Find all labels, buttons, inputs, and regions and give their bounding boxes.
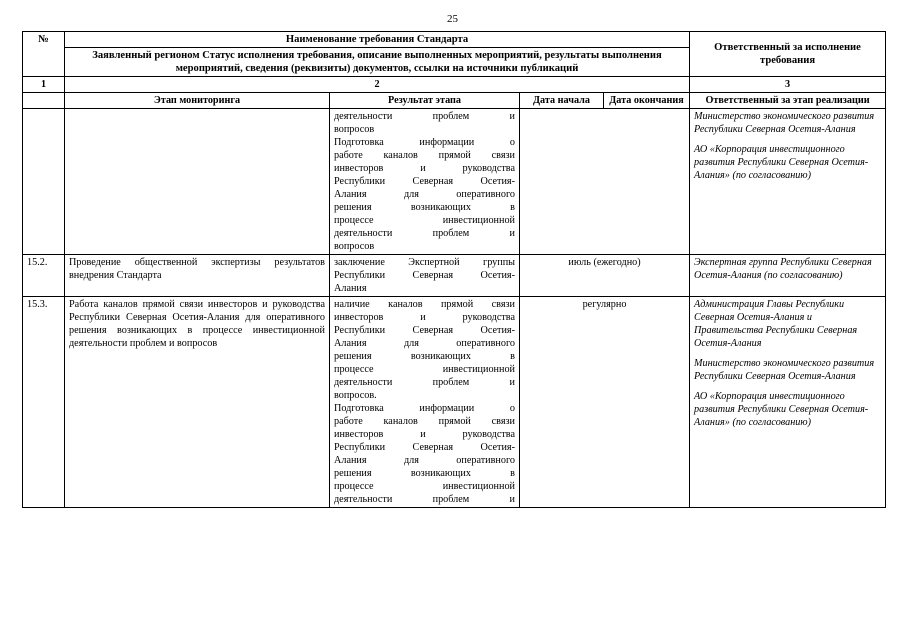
result-line: процессе инвестиционной <box>334 215 515 226</box>
result-line: вопросов. <box>334 390 377 401</box>
responsible-entry: АО «Корпорация инвестиционного развития Республики Северная Осетия-Алания» (по согласованию) <box>694 391 869 428</box>
result-header: Результат этапа <box>330 93 520 109</box>
row-number: 15.2. <box>23 255 65 297</box>
row-number <box>23 109 65 255</box>
row-responsible <box>690 255 886 297</box>
result-line: Республики Северная Осетия- <box>334 176 515 187</box>
responsible-entry: Министерство экономического развития Республики Северная Осетия-Алания <box>694 358 875 382</box>
table-row <box>23 255 886 297</box>
result-line: решения возникающих в <box>334 468 515 479</box>
result-line: инвесторов и руководства <box>334 312 515 323</box>
result-line: процессе инвестиционной <box>334 364 515 375</box>
row-stage: Проведение общественной экспертизы результатов внедрения Стандарта <box>65 255 330 297</box>
column-number-3: 3 <box>690 77 886 93</box>
result-line: вопросов <box>334 124 375 135</box>
header-row-1 <box>23 32 886 48</box>
row-date: июль (ежегодно) <box>520 255 690 297</box>
column-number-row <box>23 77 886 93</box>
row-stage <box>65 109 330 255</box>
subheader-empty-cell <box>23 93 65 109</box>
result-line: решения возникающих в <box>334 351 515 362</box>
result-line: деятельности проблем и <box>334 111 515 122</box>
result-line: вопросов <box>334 241 375 252</box>
responsible-header: Ответственный за исполнение требования <box>690 32 886 77</box>
result-line: Подготовка информации о <box>334 137 515 148</box>
responsible-entry: Министерство экономического развития Республики Северная Осетия-Алания <box>694 111 875 135</box>
column-number-2: 2 <box>65 77 690 93</box>
result-line: деятельности проблем и <box>334 228 515 239</box>
row-date <box>520 109 690 255</box>
row-date: регулярно <box>520 297 690 508</box>
result-line: Республики Северная Осетия- <box>334 442 515 453</box>
result-line: Алания для оперативного <box>334 455 515 466</box>
result-line: процессе инвестиционной <box>334 481 515 492</box>
result-line: Республики Северная Осетия- <box>334 325 515 336</box>
result-line: инвесторов и руководства <box>334 163 515 174</box>
result-line: деятельности проблем и <box>334 494 515 505</box>
result-line: инвесторов и руководства <box>334 429 515 440</box>
table-row <box>23 297 886 508</box>
table-row <box>23 109 886 255</box>
responsible-entry: Администрация Главы Республики Северная Осетия-Алания и Правительства Республики Северная Осетия-Алания <box>694 299 858 349</box>
result-line: работе каналов прямой связи <box>334 150 515 161</box>
result-line: Алания для оперативного <box>334 338 515 349</box>
result-line: Алания <box>334 283 367 294</box>
responsible-entry: АО «Корпорация инвестиционного развития Республики Северная Осетия-Алания» (по согласованию) <box>694 144 869 181</box>
column-number-1: 1 <box>23 77 65 93</box>
number-column-header: № <box>23 32 65 77</box>
page-number: 25 <box>447 13 458 25</box>
result-line: деятельности проблем и <box>334 377 515 388</box>
start-date-header: Дата начала <box>520 93 604 109</box>
row-stage: Работа каналов прямой связи инвесторов и руководства Республики Северная Осетия-Алания для оперативного решения возникающих в процессе инвестиционной деятельности проблем и вопросов <box>65 297 330 508</box>
result-line: Алания для оперативного <box>334 189 515 200</box>
result-line: решения возникающих в <box>334 202 515 213</box>
subheader-row <box>23 93 886 109</box>
end-date-header: Дата окончания <box>604 93 690 109</box>
status-description-header: Заявленный регионом Статус исполнения требования, описание выполненных мероприятий, результаты выполнения мероприятий, сведения (реквизиты) документов, ссылки на источники публикаций <box>65 48 690 77</box>
standard-title-header: Наименование требования Стандарта <box>65 32 690 48</box>
stage-responsible-header: Ответственный за этап реализации <box>690 93 886 109</box>
responsible-entry: Экспертная группа Республики Северная Осетия-Алания (по согласованию) <box>694 257 872 281</box>
result-line: заключение Экспертной группы <box>334 257 515 268</box>
requirements-table <box>22 31 886 508</box>
result-line: работе каналов прямой связи <box>334 416 515 427</box>
result-line: наличие каналов прямой связи <box>334 299 515 310</box>
row-number: 15.3. <box>23 297 65 508</box>
row-responsible <box>690 109 886 255</box>
row-result <box>330 297 520 508</box>
stage-header: Этап мониторинга <box>65 93 330 109</box>
result-line: Республики Северная Осетия- <box>334 270 515 281</box>
result-line: Подготовка информации о <box>334 403 515 414</box>
row-result <box>330 255 520 297</box>
row-result <box>330 109 520 255</box>
row-responsible <box>690 297 886 508</box>
